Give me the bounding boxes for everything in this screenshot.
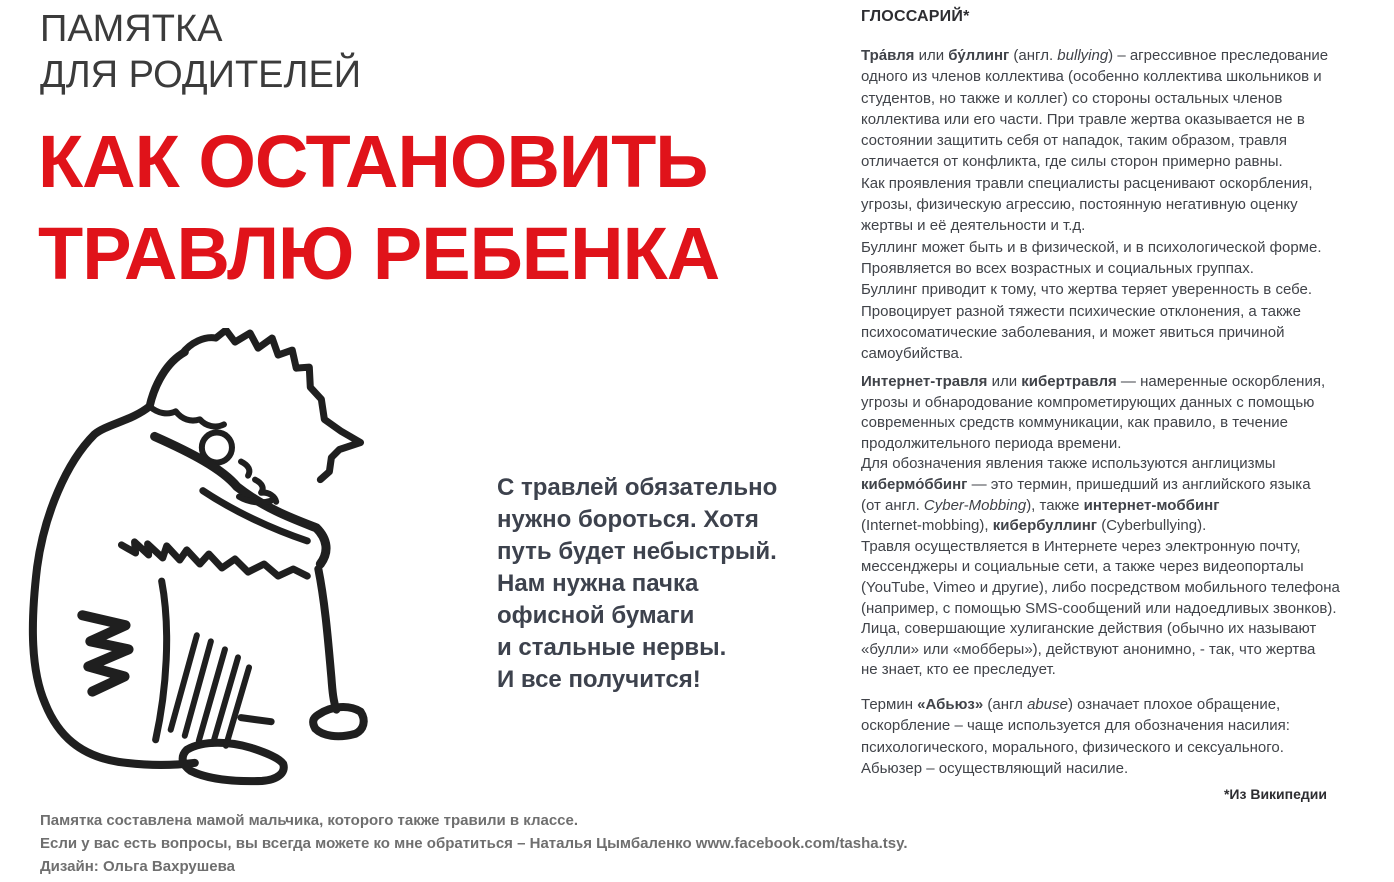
kicker-line-1: ПАМЯТКА: [40, 8, 223, 50]
footer-line-1: Памятка составлена мамой мальчика, которого также травили в классе.: [40, 812, 579, 829]
glossary-footnote: *Из Википедии: [1223, 786, 1327, 802]
glossary-entry-cyberbullying: Интернет-травля или кибертравля — намеренные оскорбления, угрозы и обнародование компрометирующих данных с помощью современных средств коммуникации, как правило, в течение продолжительного периода времени. Для обозначения явления также используются англицизмы кибермо́ббинг — это термин, пришедший из английского языка (от англ. Cyber-Mobbing), также интернет-моббинг (Internet-mobbing), кибербуллинг (Cyberbullying). Травля осуществляется в Интернете через электронную почту, мессенджеры и социальные сети, а также через видеопорталы (YouTube, Vimeo и другие), либо посредством мобильного телефона (например, с помощью SMS-сообщений или надоедливых звонков). Лица, совершающие хулиганские действия (обычно их называют «булли» или «мобберы»), действуют анонимно, - так, что жертва не знает, кто ее преследует.: [861, 373, 1340, 679]
title-line-2: ТРАВЛЮ РЕБЕНКА: [38, 212, 720, 295]
glossary-entry-abuse: Термин «Абьюз» (англ abuse) означает плохое обращение, оскорбление – чаще используется для обозначения насилия: психологического, морального, физического и сексуального. Абьюзер – осуществляющий насилие.: [861, 696, 1290, 777]
designer-credit: Дизайн: Ольга Вахрушева: [40, 858, 235, 875]
footer-note: [40, 809, 908, 855]
callout-text: С травлей обязательно нужно бороться. Хотя путь будет небыстрый. Нам нужна пачка офисной бумаги и стальные нервы. И все получится!: [497, 474, 778, 693]
glossary-panel: [861, 0, 1340, 882]
glossary-entry-bullying: Тра́вля или бу́ллинг (англ. bullying) – агрессивное преследование одного из членов коллектива (особенно коллектива школьников и студентов, но также и коллег) со стороны остальных членов коллектива или его части. При травле жертва оказывается не в состоянии защитить себя от нападок, таким образом, травля отличается от конфликта, где силы сторон примерно равны. Как проявления травли специалисты расценивают оскорбления, угрозы, физическую агрессию, постоянную негативную оценку жертвы и её деятельности и т.д. Буллинг может быть и в физической, и в психологической форме. Проявляется во всех возрастных и социальных группах. Буллинг приводит к тому, что жертва теряет уверенность в себе. Провоцирует разной тяжести психические отклонения, а также психосоматические заболевания, и может явиться причиной самоубийства.: [861, 47, 1329, 363]
page-title: [38, 116, 719, 300]
kicker-line-2: ДЛЯ РОДИТЕЛЕЙ: [40, 54, 362, 96]
footer-line-2: Если у вас есть вопросы, вы всегда можете ко мне обратиться – Наталья Цымбаленко www.facebook.com/tasha.tsy.: [40, 835, 908, 852]
sad-child-illustration: [18, 328, 460, 795]
page-kicker: [40, 6, 361, 98]
title-line-1: КАК ОСТАНОВИТЬ: [38, 120, 708, 203]
glossary-heading: ГЛОССАРИЙ*: [861, 8, 970, 25]
